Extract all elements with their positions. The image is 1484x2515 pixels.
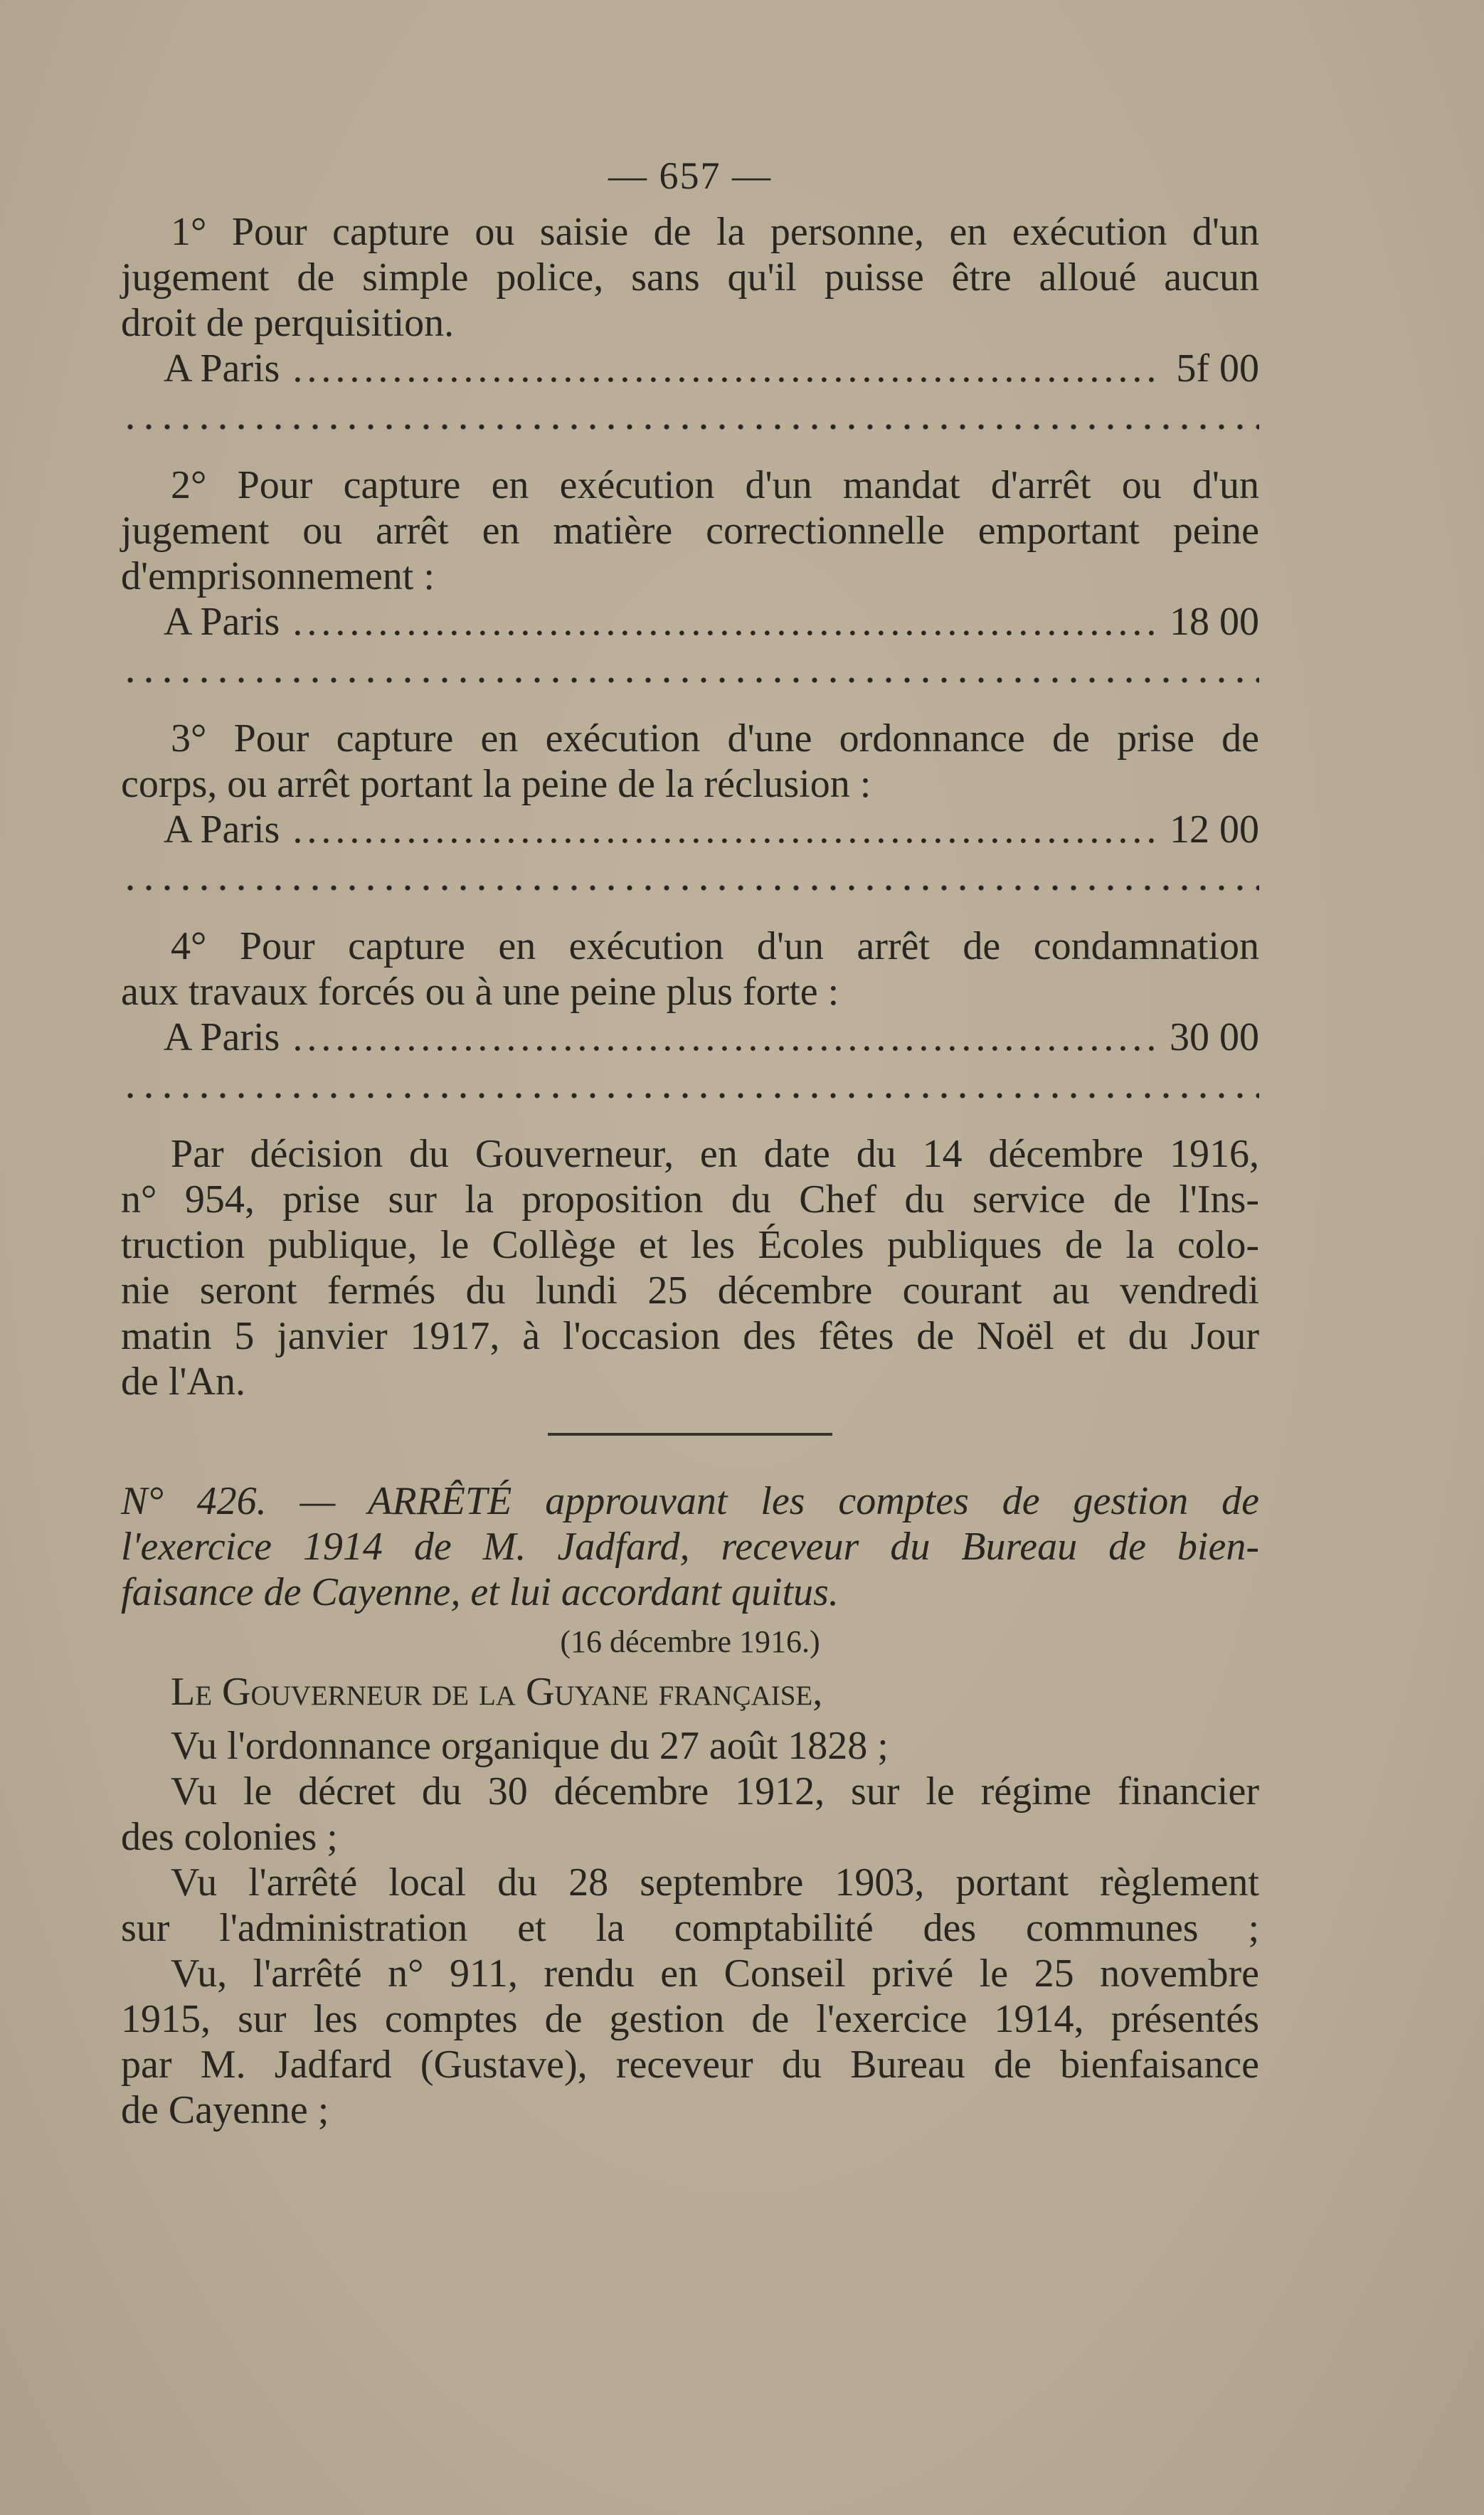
text-line: des colonies ; <box>121 1815 338 1859</box>
text-line: Par décision du Gouverneur, en date du 14 décembre 1916, <box>171 1132 1259 1176</box>
spacer <box>121 1715 1259 1723</box>
text-line: 1° Pour capture ou saisie de la personne, en exécution d'un <box>171 210 1259 254</box>
price-row <box>121 346 1259 391</box>
price-amount: 18 00 <box>1170 600 1259 644</box>
tariff-section-4 <box>121 923 1259 1060</box>
price-amount: 30 00 <box>1170 1015 1259 1059</box>
tariff-section-2 <box>121 462 1259 645</box>
heading-line: faisance de Cayenne, et lui accordant quitus. <box>121 1570 839 1614</box>
price-place: A Paris <box>164 1015 280 1059</box>
text-line: 2° Pour capture en exécution d'un mandat d'arrêt ou d'un <box>171 463 1259 507</box>
text-line: n° 954, prise sur la proposition du Chef du service de l'Ins- <box>121 1177 1259 1222</box>
arrete-heading <box>121 1478 1259 1615</box>
price-place: A Paris <box>164 600 280 644</box>
text-line: Vu l'arrêté local du 28 septembre 1903, portant règlement <box>171 1860 1259 1905</box>
dotted-separator <box>121 404 1259 450</box>
text-line: Vu, l'arrêté n° 911, rendu en Conseil privé le 25 novembre <box>171 1952 1259 1996</box>
text-line: truction publique, le Collège et les Écoles publiques de la colo- <box>121 1223 1259 1267</box>
text-line: 4° Pour capture en exécution d'un arrêt de condamnation <box>171 924 1259 968</box>
dot-leader <box>292 1015 1157 1060</box>
text-line: 3° Pour capture en exécution d'une ordonnance de prise de <box>171 716 1259 761</box>
price-amount: 5f 00 <box>1176 346 1259 391</box>
vu-clauses <box>121 1723 1259 2133</box>
text-line: jugement ou arrêt en matière correctionnelle emportant peine <box>121 509 1259 553</box>
text-line: droit de perquisition. <box>121 301 455 345</box>
dotted-separator <box>121 657 1259 703</box>
text-line: sur l'administration et la comptabilité des communes ; <box>121 1906 1259 1950</box>
text-line: nie seront fermés du lundi 25 décembre courant au vendredi <box>121 1269 1259 1313</box>
text-line: aux travaux forcés ou à une peine plus forte : <box>121 970 839 1014</box>
dot-leader <box>292 346 1163 391</box>
decision-paragraph <box>121 1131 1259 1404</box>
section-separator <box>548 1433 832 1436</box>
tariff-section-1 <box>121 209 1259 391</box>
text-line: d'emprisonnement : <box>121 554 435 598</box>
dotted-separator <box>121 1073 1259 1118</box>
dot-leader <box>292 599 1157 645</box>
price-amount: 12 00 <box>1170 808 1259 852</box>
text-line: matin 5 janvier 1917, à l'occasion des fêtes de Noël et du Jour <box>121 1314 1259 1358</box>
text-line: 1915, sur les comptes de gestion de l'exercice 1914, présentés <box>121 1997 1259 2041</box>
text-line: de l'An. <box>121 1360 245 1404</box>
text-line: de Cayenne ; <box>121 2088 329 2132</box>
heading-line: N° 426. — ARRÊTÉ approuvant les comptes de gestion de <box>121 1479 1259 1523</box>
arrete-date: (16 décembre 1916.) <box>560 1624 820 1659</box>
price-place: A Paris <box>164 808 280 852</box>
text-line: Vu l'ordonnance organique du 27 août 1828 ; <box>171 1724 889 1768</box>
text-line: corps, ou arrêt portant la peine de la réclusion : <box>121 762 871 806</box>
price-row <box>121 599 1259 645</box>
page-number: — 657 — <box>608 154 772 197</box>
gouverneur-line: Le Gouverneur de la Guyane française, <box>171 1670 823 1714</box>
text-line: par M. Jadfard (Gustave), receveur du Bureau de bienfaisance <box>121 2043 1259 2087</box>
price-row <box>121 1015 1259 1060</box>
text-line: jugement de simple police, sans qu'il puisse être alloué aucun <box>121 255 1259 300</box>
dotted-separator <box>121 865 1259 911</box>
tariff-section-3 <box>121 716 1259 852</box>
price-row <box>121 807 1259 852</box>
price-place: A Paris <box>164 346 280 391</box>
text-line: Vu le décret du 30 décembre 1912, sur le régime financier <box>171 1769 1259 1814</box>
heading-line: l'exercice 1914 de M. Jadfard, receveur du Bureau de bien- <box>121 1525 1259 1569</box>
document-page <box>121 154 1259 2133</box>
dot-leader <box>292 807 1157 852</box>
